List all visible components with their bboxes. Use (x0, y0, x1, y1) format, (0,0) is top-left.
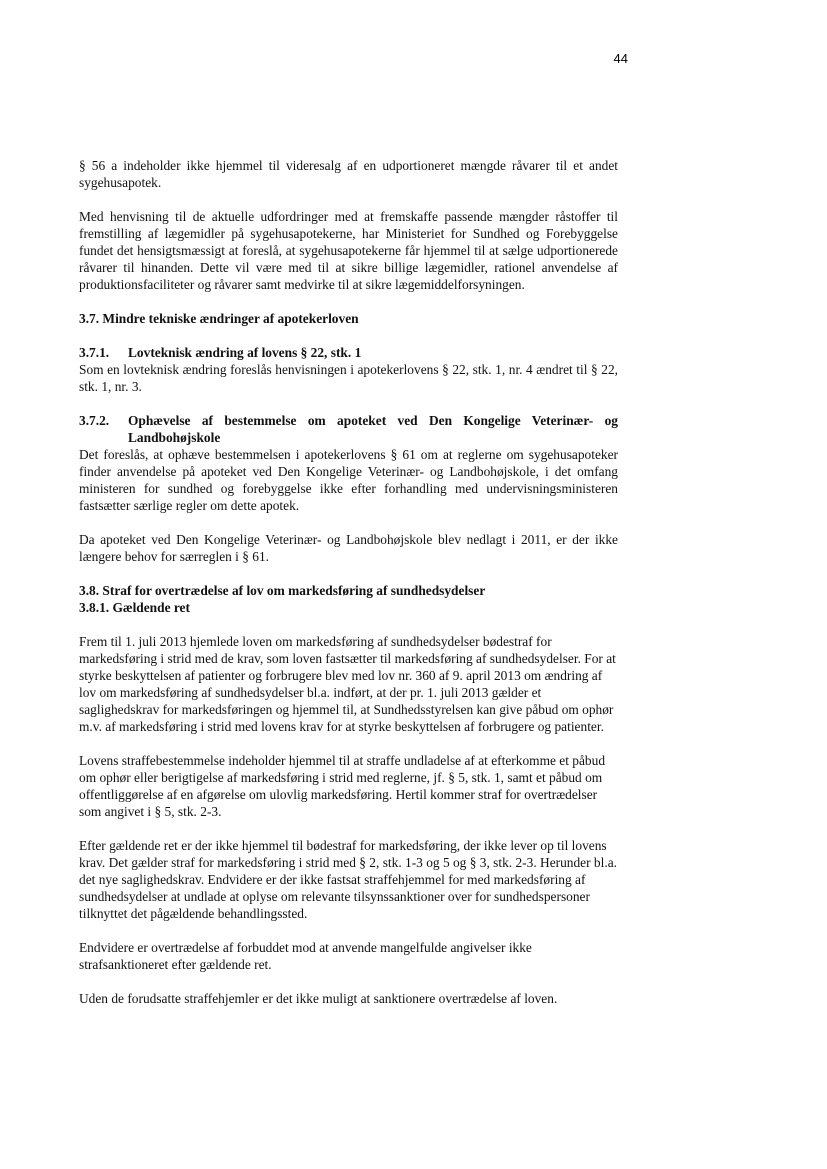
paragraph-marketing-law-history: Frem til 1. juli 2013 hjemlede loven om markedsføring af sundhedsydelser bødestraf for markedsføring i strid med de krav, som loven fastsætter til markedsføring af sundhedsydelser. For at styrke beskyttelsen af patienter og forbrugere blev med lov nr. 360 af 9. april 2013 om ændring af lov om markedsføring af sundhedsydelser bl.a. indført, at der pr. 1. juli 2013 gælder et saglighedskrav for markedsføringen og hjemmel til, at Sundhedsstyrelsen kan give påbud om ophør m.v. af markedsføring i strid med lovens krav for at styrke beskyttelsen af forbrugere og patienter. (79, 634, 616, 734)
document-body (79, 157, 618, 1007)
paragraph-penalty-provision: Lovens straffebestemmelse indeholder hjemmel til at straffe undladelse af at efterkomme et påbud om ophør eller berigtigelse af markedsføring i strid med reglerne, jf. § 5, stk. 1, samt et påbud om offentliggørelse af en afgørelse om ulovlig markedsføring. Hertil kommer straf for overtrædelser som angivet i § 5, stk. 2-3. (79, 753, 606, 819)
section-title: Lovteknisk ændring af lovens § 22, stk. 1 (128, 345, 362, 360)
paragraph-deficient-statements: Endvidere er overtrædelse af forbuddet mod at anvende mangelfulde angivelser ikke strafsanktioneret efter gældende ret. (79, 940, 532, 972)
section-heading-3-7-1 (79, 344, 618, 361)
section-heading-3-8: 3.8. Straf for overtrædelse af lov om markedsføring af sundhedsydelser (79, 583, 486, 598)
section-heading-3-7-2 (79, 412, 618, 446)
section-heading-3-7: 3.7. Mindre tekniske ændringer af apotekerloven (79, 311, 359, 326)
paragraph-resale-provision: § 56 a indeholder ikke hjemmel til videresalg af en udportioneret mængde råvarer til et andet sygehusapotek. (79, 158, 618, 190)
paragraph-current-law: Efter gældende ret er der ikke hjemmel til bødestraf for markedsføring, der ikke lever op til lovens krav. Det gælder straf for markedsføring i strid med § 2, stk. 1-3 og 5 og § 3, stk. 2-3. Herunder bl.a. det nye saglighedskrav. Endvidere er der ikke fastsat straffehjemmel for med markedsføring af sundhedsydelser at undlade at oplyse om relevante tilsynssanktioner over for sundhedspersoner tilknyttet det pågældende behandlingssted. (79, 838, 617, 921)
paragraph-repeal-provision: Det foreslås, at ophæve bestemmelsen i apotekerlovens § 61 om at reglerne om sygehusapoteker finder anvendelse på apoteket ved Den Kongelige Veterinær- og Landbohøjskole, i det omfang ministeren for sundhed og forebyggelse ikke efter forhandling med undervisningsministeren fastsætter særlige regler om dette apotek. (79, 447, 618, 513)
paragraph-no-sanctions: Uden de forudsatte straffehjemler er det ikke muligt at sanktionere overtrædelse af loven. (79, 991, 558, 1006)
section-number: 3.7.2. (79, 413, 110, 428)
section-title: Ophævelse af bestemmelse om apoteket ved Den Kongelige Veterinær- og Landbohøjskole (128, 413, 618, 445)
section-heading-3-8-1: 3.8.1. Gældende ret (79, 600, 190, 615)
section-number: 3.7.1. (79, 345, 110, 360)
paragraph-raw-materials: Med henvisning til de aktuelle udfordringer med at fremskaffe passende mængder råstoffer til fremstilling af lægemidler på sygehusapotekerne, har Ministeriet for Sundhed og Forebyggelse fundet det hensigtsmæssigt at foreslå, at sygehusapotekerne får hjemmel til at sælge udportionerede råvarer til hinanden. Dette vil være med til at sikre billige lægemidler, rationel anvendelse af produktionsfaciliteter og råvarer samt medvirke til at sikre lægemiddelforsyningen. (79, 209, 618, 292)
paragraph-pharmacy-closed: Da apoteket ved Den Kongelige Veterinær- og Landbohøjskole blev nedlagt i 2011, er der ikke længere behov for særreglen i § 61. (79, 532, 618, 564)
paragraph-technical-change: Som en lovteknisk ændring foreslås henvisningen i apotekerlovens § 22, stk. 1, nr. 4 ændret til § 22, stk. 1, nr. 3. (79, 362, 618, 394)
page-number: 44 (613, 51, 628, 66)
